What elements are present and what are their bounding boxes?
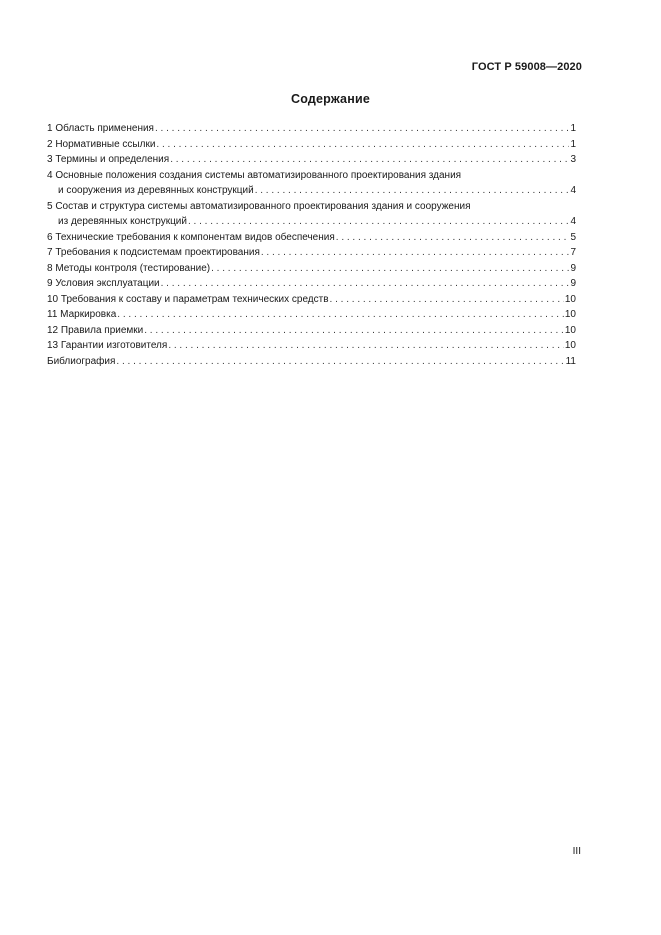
dot-leader	[330, 292, 564, 308]
dot-leader	[168, 338, 564, 354]
dot-leader	[261, 245, 570, 261]
toc-entry-text: 1 Область применения	[47, 123, 154, 134]
toc-entry-3[interactable]	[47, 152, 576, 168]
toc-entry-7[interactable]	[47, 245, 576, 261]
toc-page-number: 1	[570, 138, 576, 150]
toc-page-number: 3	[570, 154, 576, 165]
toc-page-number: 5	[570, 231, 576, 243]
dot-leader	[144, 323, 564, 339]
toc-page-number: 4	[570, 216, 576, 227]
dot-leader	[188, 214, 569, 230]
toc-entry-text-line1: 4 Основные положения создания системы автоматизированного проектирования здания	[47, 169, 462, 181]
dot-leader	[155, 121, 569, 137]
toc-entry-4[interactable]	[47, 168, 576, 199]
toc-page-number: 10	[564, 293, 576, 305]
toc-entry-text: из деревянных конструкций	[58, 216, 187, 227]
toc-entry-text: 7 Требования к подсистемам проектирования	[47, 247, 260, 258]
toc-page-number: 9	[570, 262, 576, 274]
toc-entry-text: 13 Гарантии изготовителя	[47, 340, 168, 351]
dot-leader	[161, 276, 570, 292]
table-of-contents	[47, 121, 576, 369]
dot-leader	[116, 354, 564, 370]
page-title: Содержание	[290, 92, 370, 106]
document-code: ГОСТ Р 59008—2020	[471, 61, 582, 73]
toc-page-number: 11	[565, 355, 576, 367]
toc-entry-1[interactable]	[47, 121, 576, 137]
page-number: III	[572, 846, 581, 857]
dot-leader	[211, 261, 569, 277]
toc-entry-text: 8 Методы контроля (тестирование)	[47, 262, 211, 274]
toc-entry-text: 3 Термины и определения	[47, 154, 170, 165]
toc-page-number: 1	[570, 123, 576, 134]
dot-leader	[156, 137, 569, 153]
toc-page-number: 10	[564, 340, 576, 351]
toc-page-number: 10	[564, 309, 576, 320]
toc-entry-13[interactable]	[47, 338, 576, 354]
toc-entry-2[interactable]	[47, 137, 576, 153]
toc-entry-text-line1: 5 Состав и структура системы автоматизированного проектирования здания и сооружения	[47, 200, 471, 212]
toc-entry-8[interactable]	[47, 261, 576, 277]
dot-leader	[170, 152, 569, 168]
toc-entry-10[interactable]	[47, 292, 576, 308]
toc-page-number: 4	[570, 185, 576, 196]
toc-entry-text: и сооружения из деревянных конструкций	[58, 185, 254, 196]
toc-entry-text: Библиография	[47, 355, 116, 367]
toc-entry-5[interactable]	[47, 199, 576, 230]
dot-leader	[255, 183, 570, 199]
dot-leader	[336, 230, 570, 246]
toc-entry-text: 10 Требования к составу и параметрам технических средств	[47, 293, 329, 305]
toc-entry-12[interactable]	[47, 323, 576, 339]
toc-entry-9[interactable]	[47, 276, 576, 292]
toc-page-number: 10	[564, 324, 576, 336]
toc-entry-text: 2 Нормативные ссылки	[47, 138, 156, 150]
toc-page-number: 9	[570, 278, 576, 289]
toc-entry-14[interactable]	[47, 354, 576, 370]
toc-entry-text: 11 Маркировка	[47, 309, 117, 320]
toc-page-number: 7	[570, 247, 576, 258]
toc-entry-6[interactable]	[47, 230, 576, 246]
toc-entry-text: 6 Технические требования к компонентам видов обеспечения	[47, 231, 335, 243]
toc-entry-11[interactable]	[47, 307, 576, 323]
toc-entry-text: 12 Правила приемки	[47, 324, 144, 336]
toc-entry-text: 9 Условия эксплуатации	[47, 278, 160, 289]
dot-leader	[117, 307, 564, 323]
